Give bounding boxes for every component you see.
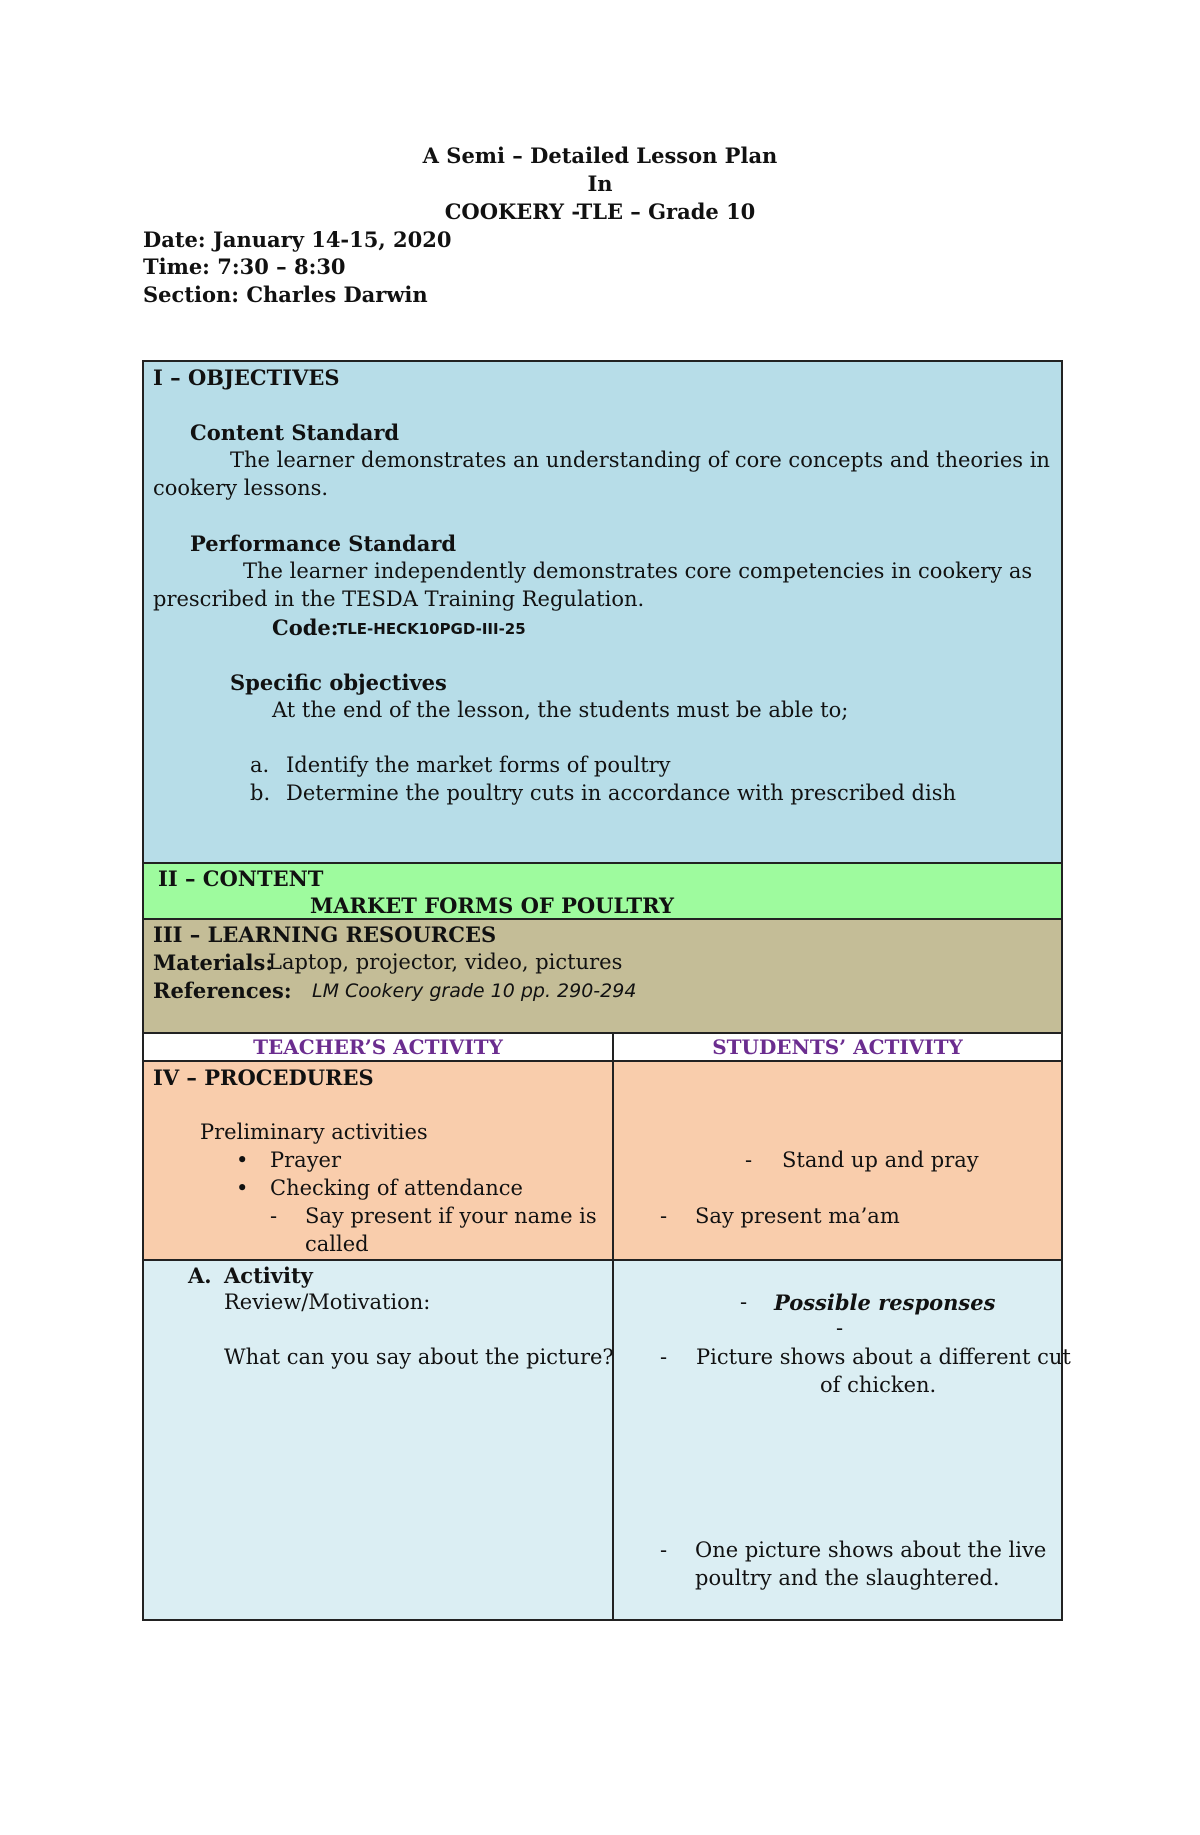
objective-item-a: Identify the market forms of poultry xyxy=(286,753,671,777)
activity-label: Activity xyxy=(224,1263,313,1288)
attendance-item: Checking of attendance xyxy=(270,1176,523,1200)
references-label: References: xyxy=(153,978,292,1003)
student-response-pray: Stand up and pray xyxy=(782,1148,979,1172)
review-motivation: Review/Motivation: xyxy=(224,1290,431,1314)
objectives-heading: I – OBJECTIVES xyxy=(153,365,340,390)
preliminary-activities: Preliminary activities xyxy=(200,1120,428,1144)
materials-label: Materials: xyxy=(153,950,274,975)
picture-question: What can you say about the picture? xyxy=(224,1345,614,1369)
content-standard-text-1: The learner demonstrates an understanding of core concepts and theories in xyxy=(230,448,1050,472)
specific-objectives-intro: At the end of the lesson, the students must be able to; xyxy=(272,698,849,722)
procedures-heading: IV – PROCEDURES xyxy=(153,1065,374,1090)
response-dash: - xyxy=(660,1345,668,1369)
student-response-present: Say present ma’am xyxy=(695,1204,900,1228)
specific-objectives-label: Specific objectives xyxy=(230,670,447,695)
attendance-instruction-1: Say present if your name is xyxy=(305,1204,597,1228)
content-topic: MARKET FORMS OF POULTRY xyxy=(310,893,674,918)
lesson-time: Time: 7:30 – 8:30 xyxy=(143,254,346,279)
performance-standard-label: Performance Standard xyxy=(190,531,457,556)
doc-title-line3: COOKERY -TLE – Grade 10 xyxy=(444,199,756,224)
activity-marker: A. xyxy=(188,1263,212,1288)
response-cuts-1: Picture shows about a different cut xyxy=(696,1345,1071,1369)
attendance-instruction-2: called xyxy=(305,1232,369,1256)
lesson-date: Date: January 14-15, 2020 xyxy=(143,227,452,252)
student-response-dash: - xyxy=(660,1204,668,1228)
code-value: TLE-HECK10PGD-III-25 xyxy=(337,620,526,638)
lesson-section: Section: Charles Darwin xyxy=(143,282,428,307)
content-heading: II – CONTENT xyxy=(158,866,324,891)
performance-standard-text-2: prescribed in the TESDA Training Regulation. xyxy=(153,587,645,611)
performance-standard-text-1: The learner independently demonstrates core competencies in cookery as xyxy=(243,559,1033,583)
doc-title-line2: In xyxy=(587,171,613,196)
response-live-2: poultry and the slaughtered. xyxy=(695,1566,1000,1590)
student-response-dash: - xyxy=(745,1148,753,1172)
procedures-teacher-cell xyxy=(142,1060,614,1261)
students-activity-header: STUDENTS’ ACTIVITY xyxy=(712,1035,963,1059)
objective-marker-a: a. xyxy=(250,753,270,777)
objective-item-b: Determine the poultry cuts in accordance with prescribed dish xyxy=(286,781,956,805)
content-standard-text-2: cookery lessons. xyxy=(153,476,329,500)
doc-title-line1: A Semi – Detailed Lesson Plan xyxy=(422,143,778,168)
response-cuts-2: of chicken. xyxy=(820,1373,937,1397)
response-dash: - xyxy=(740,1290,748,1314)
materials-value: Laptop, projector, video, pictures xyxy=(268,950,623,974)
possible-responses: Possible responses xyxy=(774,1290,996,1315)
sub-item-dash: - xyxy=(270,1204,278,1228)
prayer-item: Prayer xyxy=(270,1148,342,1172)
content-standard-label: Content Standard xyxy=(190,420,400,445)
resources-heading: III – LEARNING RESOURCES xyxy=(153,922,497,947)
teacher-activity-header: TEACHER’S ACTIVITY xyxy=(253,1035,503,1059)
response-dash: - xyxy=(836,1316,844,1340)
code-label: Code: xyxy=(272,615,339,640)
bullet-icon: • xyxy=(236,1148,249,1172)
response-dash: - xyxy=(660,1538,668,1562)
references-value: LM Cookery grade 10 pp. 290-294 xyxy=(312,980,637,1002)
bullet-icon: • xyxy=(236,1176,249,1200)
objective-marker-b: b. xyxy=(250,781,271,805)
response-live-1: One picture shows about the live xyxy=(695,1538,1047,1562)
